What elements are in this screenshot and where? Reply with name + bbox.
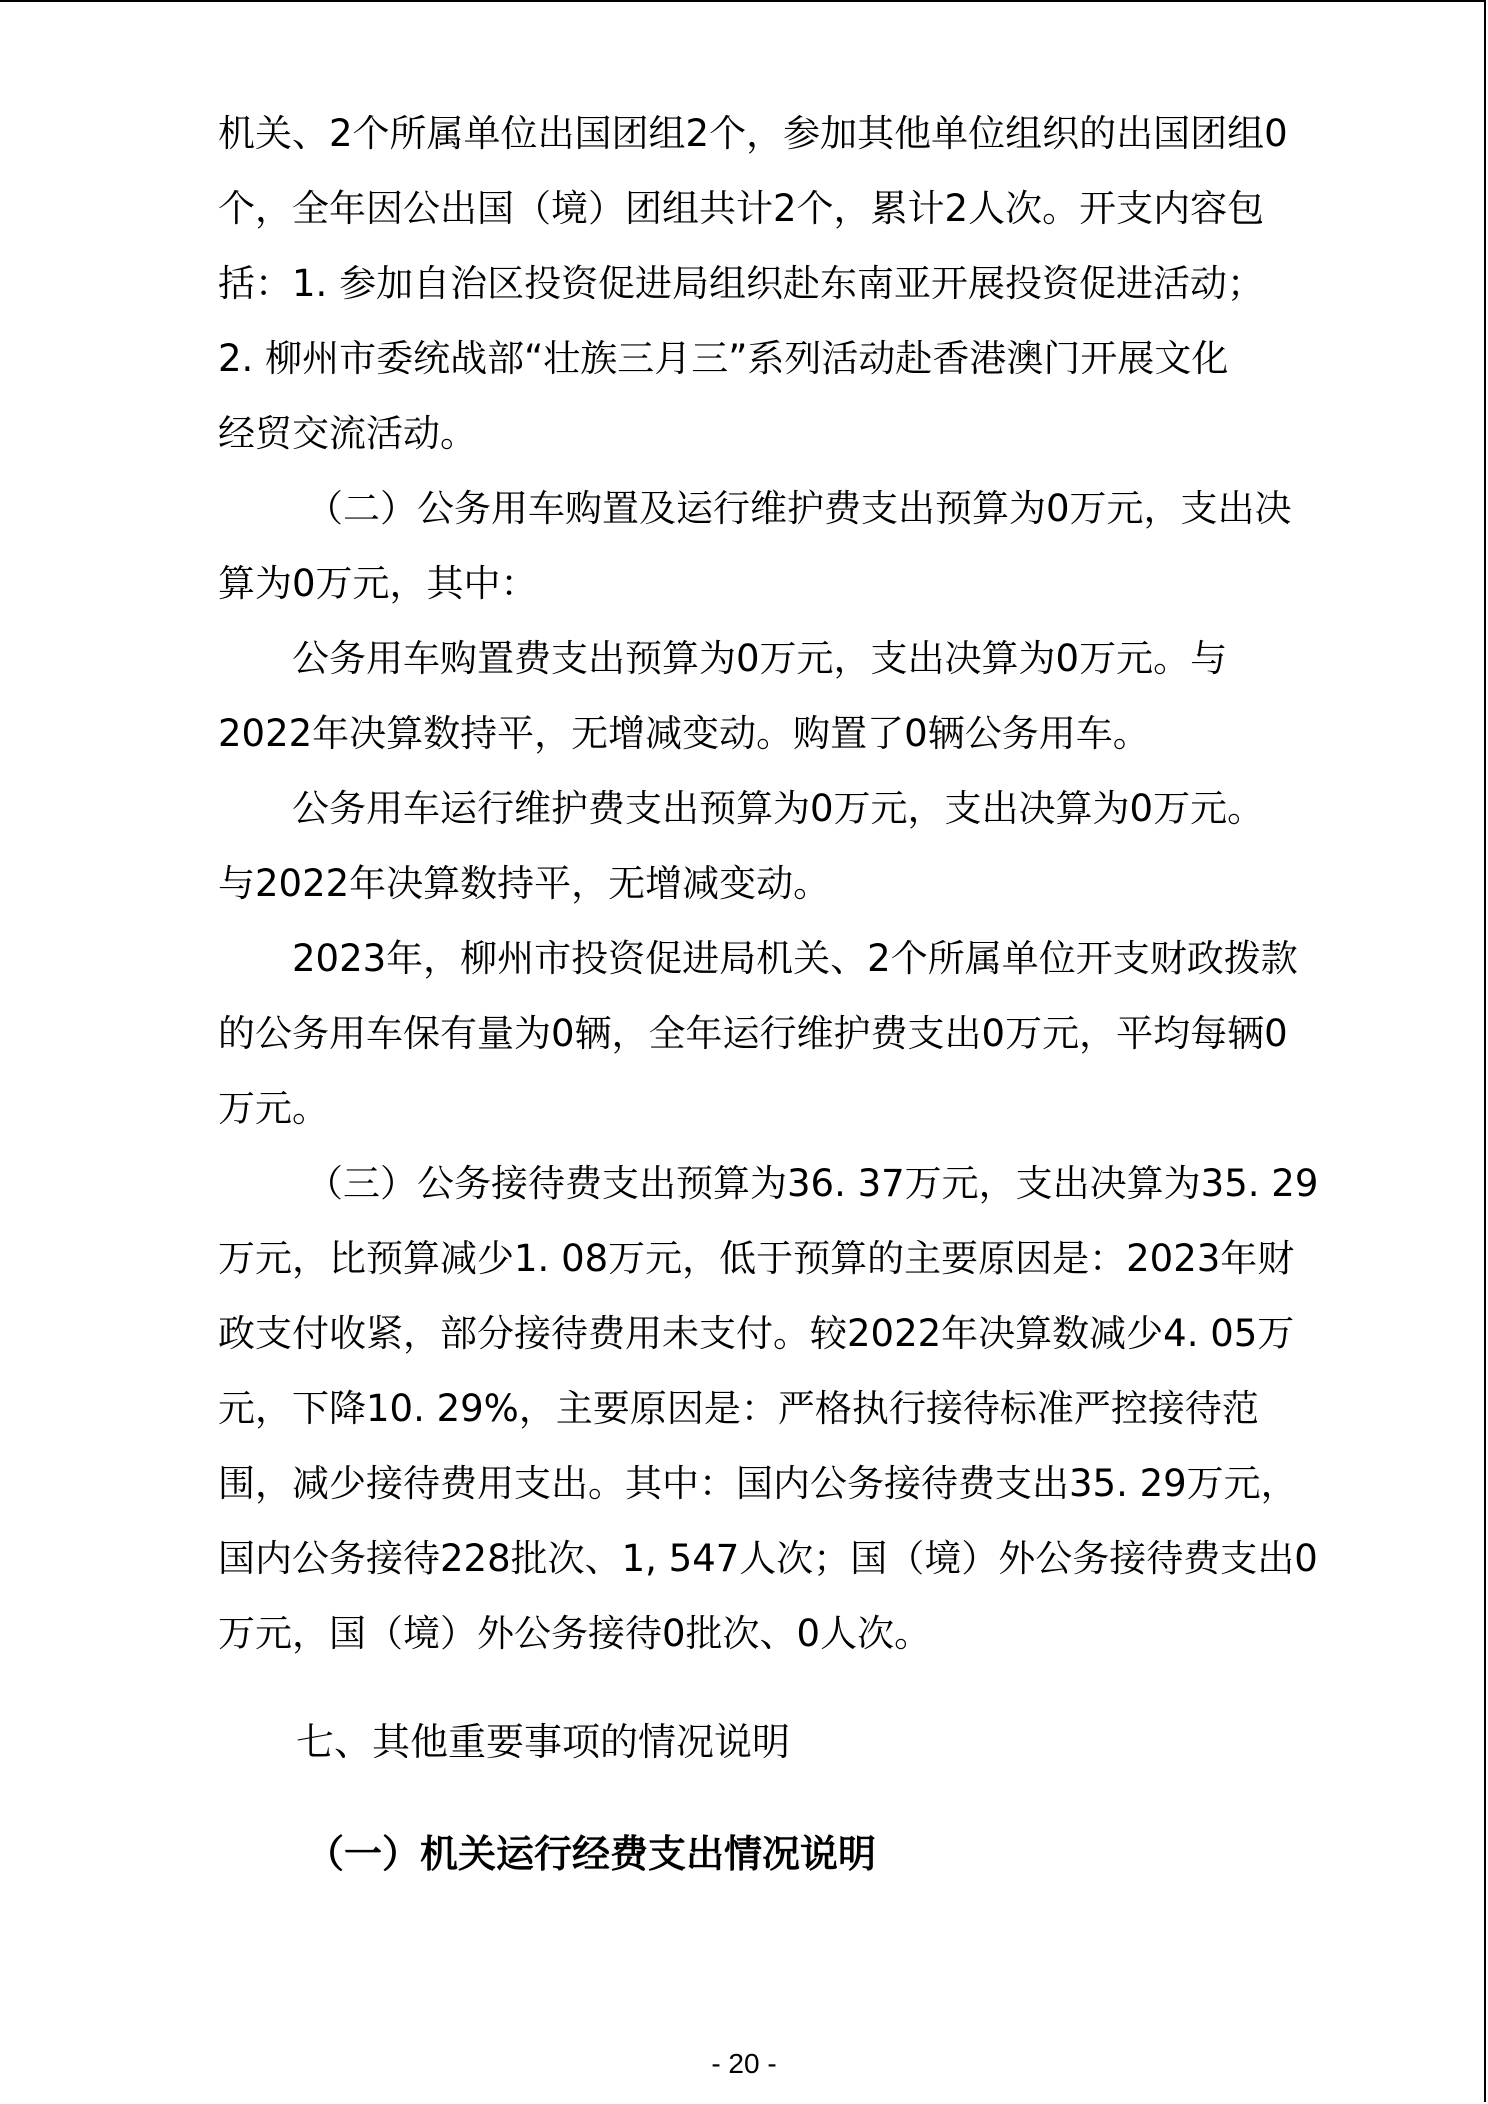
section-heading: 七、其他重要事项的情况说明 <box>296 1720 791 1764</box>
paragraph-line: 万元。 <box>218 1087 329 1130</box>
paragraph-line: 2022年决算数持平，无增减变动。购置了0辆公务用车。 <box>218 712 1150 755</box>
paragraph-line: 括：1. 参加自治区投资促进局组织赴东南亚开展投资促进活动； <box>218 262 1265 305</box>
paragraph-line: 公务用车购置费支出预算为0万元，支出决算为0万元。与 <box>292 637 1228 680</box>
paragraph-line: 的公务用车保有量为0辆，全年运行维护费支出0万元，平均每辆0 <box>218 1012 1288 1055</box>
paragraph-line: 万元，比预算减少1. 08万元，低于预算的主要原因是：2023年财 <box>218 1237 1295 1280</box>
paragraph-line: 万元，国（境）外公务接待0批次、0人次。 <box>218 1612 932 1655</box>
page-number: - 20 - <box>711 2048 777 2079</box>
sub-heading: （一）机关运行经费支出情况说明 <box>306 1832 877 1876</box>
document-body <box>218 96 1319 1671</box>
paragraph-line: 元，下降10. 29%，主要原因是：严格执行接待标准严控接待范 <box>218 1387 1259 1430</box>
paragraph-line: （三）公务接待费支出预算为36. 37万元，支出决算为35. 29 <box>306 1162 1319 1205</box>
paragraph-line: 个，全年因公出国（境）团组共计2个，累计2人次。开支内容包 <box>218 187 1265 230</box>
paragraph-line: 经贸交流活动。 <box>218 412 477 455</box>
paragraph-line: 机关、2个所属单位出国团组2个，参加其他单位组织的出国团组0 <box>218 112 1288 155</box>
paragraph-line: 2. 柳州市委统战部“壮族三月三”系列活动赴香港澳门开展文化 <box>218 337 1229 380</box>
paragraph-line: 算为0万元，其中： <box>218 562 538 605</box>
paragraph-line: 公务用车运行维护费支出预算为0万元，支出决算为0万元。 <box>292 787 1265 830</box>
paragraph-line: 围，减少接待费用支出。其中：国内公务接待费支出35. 29万元， <box>218 1462 1298 1505</box>
paragraph-line: 与2022年决算数持平，无增减变动。 <box>218 862 831 905</box>
paragraph-line: （二）公务用车购置及运行维护费支出预算为0万元，支出决 <box>306 487 1292 530</box>
paragraph-line: 2023年，柳州市投资促进局机关、2个所属单位开支财政拨款 <box>292 937 1298 980</box>
paragraph-line: 政支付收紧，部分接待费用未支付。较2022年决算数减少4. 05万 <box>218 1312 1295 1355</box>
paragraph-line: 国内公务接待228批次、1, 547人次；国（境）外公务接待费支出0 <box>218 1537 1318 1580</box>
